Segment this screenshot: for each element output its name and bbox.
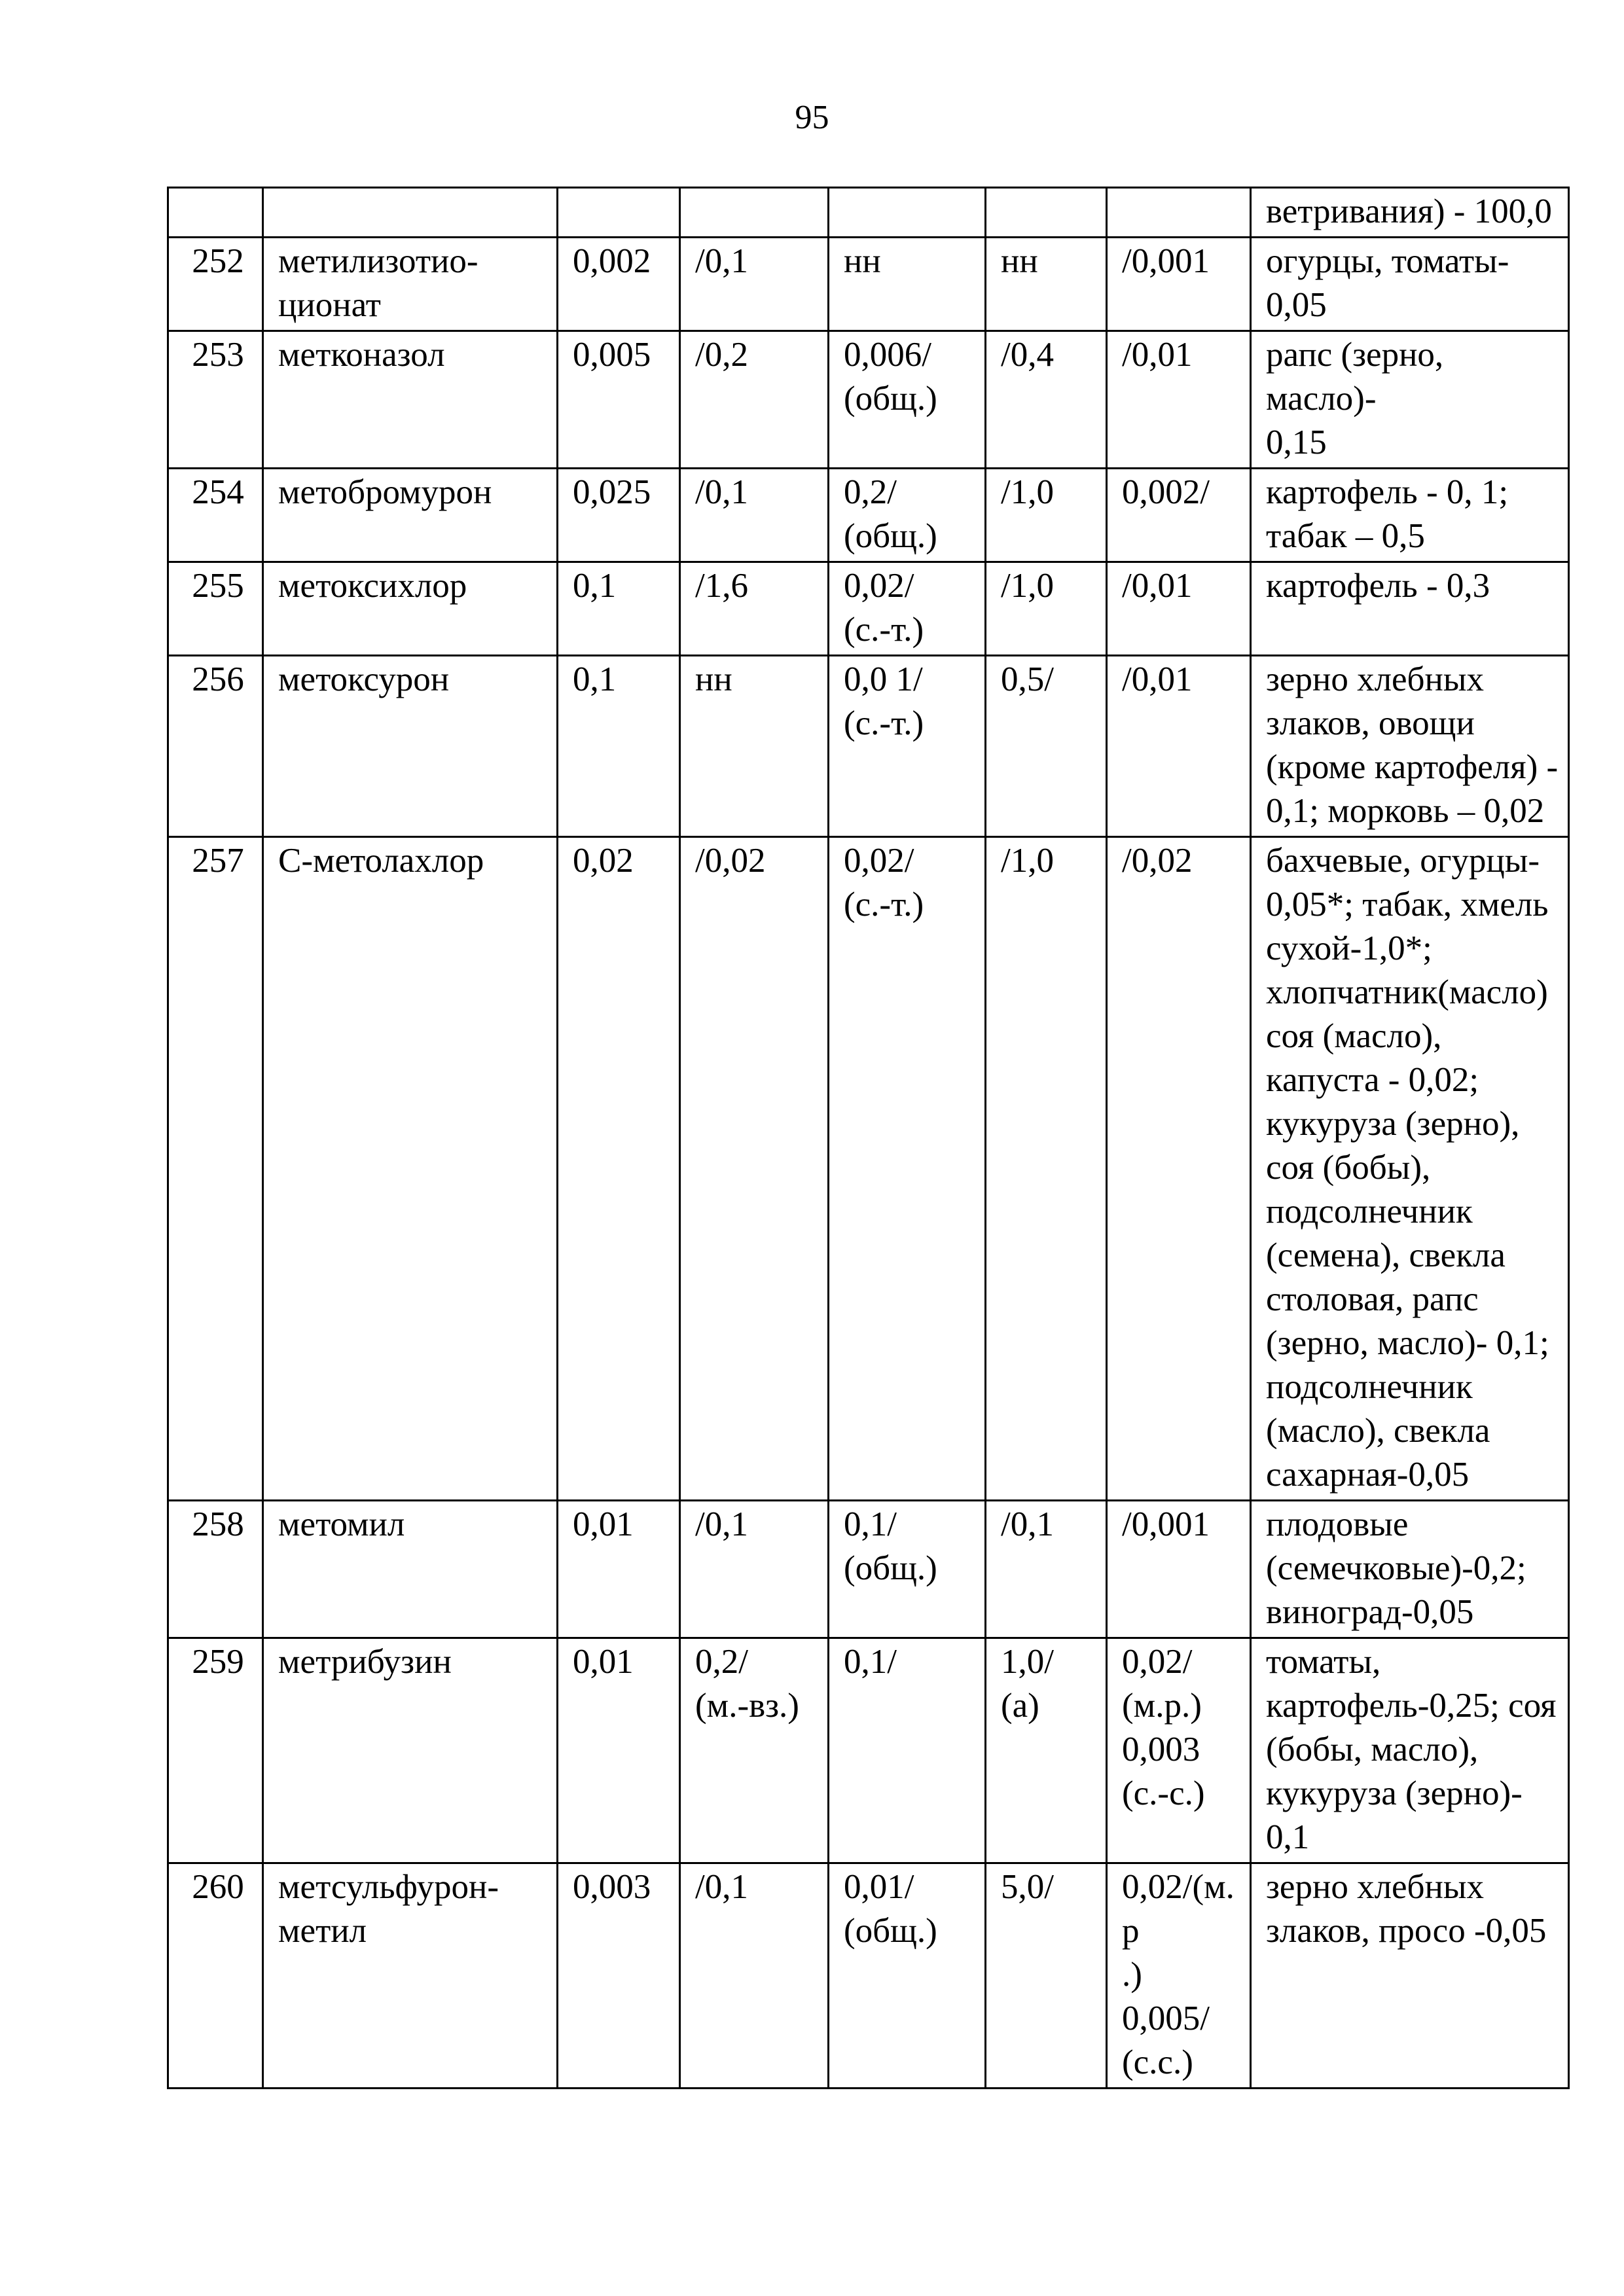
table-body [168, 188, 1569, 2089]
col-3-value-cell: 0,01 [558, 1501, 680, 1638]
col-5-value-cell [829, 188, 986, 238]
row-number-cell: 259 [168, 1638, 263, 1863]
col-4-value-cell: /0,1 [680, 469, 829, 562]
notes-cell: рапс (зерно, масло)- 0,15 [1251, 331, 1569, 469]
col-7-value-cell: /0,001 [1107, 238, 1251, 331]
col-3-value-cell: 0,1 [558, 656, 680, 837]
notes-cell: картофель - 0,3 [1251, 562, 1569, 656]
table-row [168, 837, 1569, 1501]
pesticide-table [167, 187, 1570, 2089]
col-5-value-cell: 0,01/ (общ.) [829, 1863, 986, 2089]
table-row [168, 188, 1569, 238]
col-5-value-cell: 0,2/ (общ.) [829, 469, 986, 562]
row-number-cell: 254 [168, 469, 263, 562]
table-row [168, 656, 1569, 837]
col-3-value-cell: 0,003 [558, 1863, 680, 2089]
row-number-cell [168, 188, 263, 238]
col-4-value-cell: /0,1 [680, 1863, 829, 2089]
col-5-value-cell: 0,006/ (общ.) [829, 331, 986, 469]
col-3-value-cell [558, 188, 680, 238]
col-4-value-cell: /1,6 [680, 562, 829, 656]
row-number-cell: 252 [168, 238, 263, 331]
notes-cell: ветривания) - 100,0 [1251, 188, 1569, 238]
col-4-value-cell: нн [680, 656, 829, 837]
col-6-value-cell: /1,0 [986, 837, 1107, 1501]
table-row [168, 469, 1569, 562]
col-7-value-cell [1107, 188, 1251, 238]
col-3-value-cell: 0,002 [558, 238, 680, 331]
notes-cell: бахчевые, огурцы- 0,05*; табак, хмель сухой-1,0*; хлопчатник(масло) соя (масло), капуста - 0,02; кукуруза (зерно), соя (бобы), подсолнечник (семена), свекла столовая, рапс (зерно, масло)- 0,1; подсолнечник (масло), свекла сахарная-0,05 [1251, 837, 1569, 1501]
notes-cell: зерно хлебных злаков, просо -0,05 [1251, 1863, 1569, 2089]
col-5-value-cell: 0,02/ (с.-т.) [829, 837, 986, 1501]
col-5-value-cell: 0,02/ (с.-т.) [829, 562, 986, 656]
col-4-value-cell: /0,2 [680, 331, 829, 469]
table-row [168, 562, 1569, 656]
col-6-value-cell: /1,0 [986, 469, 1107, 562]
col-3-value-cell: 0,005 [558, 331, 680, 469]
col-6-value-cell: /0,4 [986, 331, 1107, 469]
col-3-value-cell: 0,1 [558, 562, 680, 656]
col-4-value-cell: /0,1 [680, 1501, 829, 1638]
col-5-value-cell: 0,0 1/ (с.-т.) [829, 656, 986, 837]
col-4-value-cell: /0,02 [680, 837, 829, 1501]
col-7-value-cell: 0,02/ (м.р.) 0,003 (с.-с.) [1107, 1638, 1251, 1863]
notes-cell: зерно хлебных злаков, овощи (кроме картофеля) - 0,1; морковь – 0,02 [1251, 656, 1569, 837]
table-row [168, 1863, 1569, 2089]
substance-name-cell: метоксихлор [263, 562, 558, 656]
notes-cell: картофель - 0, 1; табак – 0,5 [1251, 469, 1569, 562]
col-4-value-cell [680, 188, 829, 238]
col-7-value-cell: /0,01 [1107, 656, 1251, 837]
substance-name-cell: метоксурон [263, 656, 558, 837]
col-3-value-cell: 0,01 [558, 1638, 680, 1863]
row-number-cell: 260 [168, 1863, 263, 2089]
row-number-cell: 257 [168, 837, 263, 1501]
substance-name-cell: метомил [263, 1501, 558, 1638]
substance-name-cell: метилизотио- ционат [263, 238, 558, 331]
row-number-cell: 255 [168, 562, 263, 656]
notes-cell: плодовые (семечковые)-0,2; виноград-0,05 [1251, 1501, 1569, 1638]
col-5-value-cell: 0,1/ [829, 1638, 986, 1863]
table-row [168, 1501, 1569, 1638]
substance-name-cell: метобромурон [263, 469, 558, 562]
col-4-value-cell: /0,1 [680, 238, 829, 331]
substance-name-cell: С-метолахлор [263, 837, 558, 1501]
substance-name-cell: метконазол [263, 331, 558, 469]
col-6-value-cell: /1,0 [986, 562, 1107, 656]
col-4-value-cell: 0,2/ (м.-вз.) [680, 1638, 829, 1863]
notes-cell: огурцы, томаты- 0,05 [1251, 238, 1569, 331]
row-number-cell: 256 [168, 656, 263, 837]
col-3-value-cell: 0,025 [558, 469, 680, 562]
substance-name-cell [263, 188, 558, 238]
col-6-value-cell: 0,5/ [986, 656, 1107, 837]
col-6-value-cell: /0,1 [986, 1501, 1107, 1638]
col-6-value-cell: 5,0/ [986, 1863, 1107, 2089]
col-3-value-cell: 0,02 [558, 837, 680, 1501]
table-row [168, 238, 1569, 331]
col-5-value-cell: нн [829, 238, 986, 331]
col-6-value-cell: 1,0/ (а) [986, 1638, 1107, 1863]
col-7-value-cell: /0,001 [1107, 1501, 1251, 1638]
col-5-value-cell: 0,1/ (общ.) [829, 1501, 986, 1638]
substance-name-cell: метсульфурон- метил [263, 1863, 558, 2089]
page-number: 95 [795, 99, 829, 136]
notes-cell: томаты, картофель-0,25; соя (бобы, масло), кукуруза (зерно)- 0,1 [1251, 1638, 1569, 1863]
row-number-cell: 258 [168, 1501, 263, 1638]
col-7-value-cell: 0,02/(м.р .) 0,005/ (с.с.) [1107, 1863, 1251, 2089]
substance-name-cell: метрибузин [263, 1638, 558, 1863]
col-7-value-cell: /0,02 [1107, 837, 1251, 1501]
table-row [168, 331, 1569, 469]
table-row [168, 1638, 1569, 1863]
col-6-value-cell: нн [986, 238, 1107, 331]
col-6-value-cell [986, 188, 1107, 238]
row-number-cell: 253 [168, 331, 263, 469]
col-7-value-cell: 0,002/ [1107, 469, 1251, 562]
col-7-value-cell: /0,01 [1107, 331, 1251, 469]
col-7-value-cell: /0,01 [1107, 562, 1251, 656]
